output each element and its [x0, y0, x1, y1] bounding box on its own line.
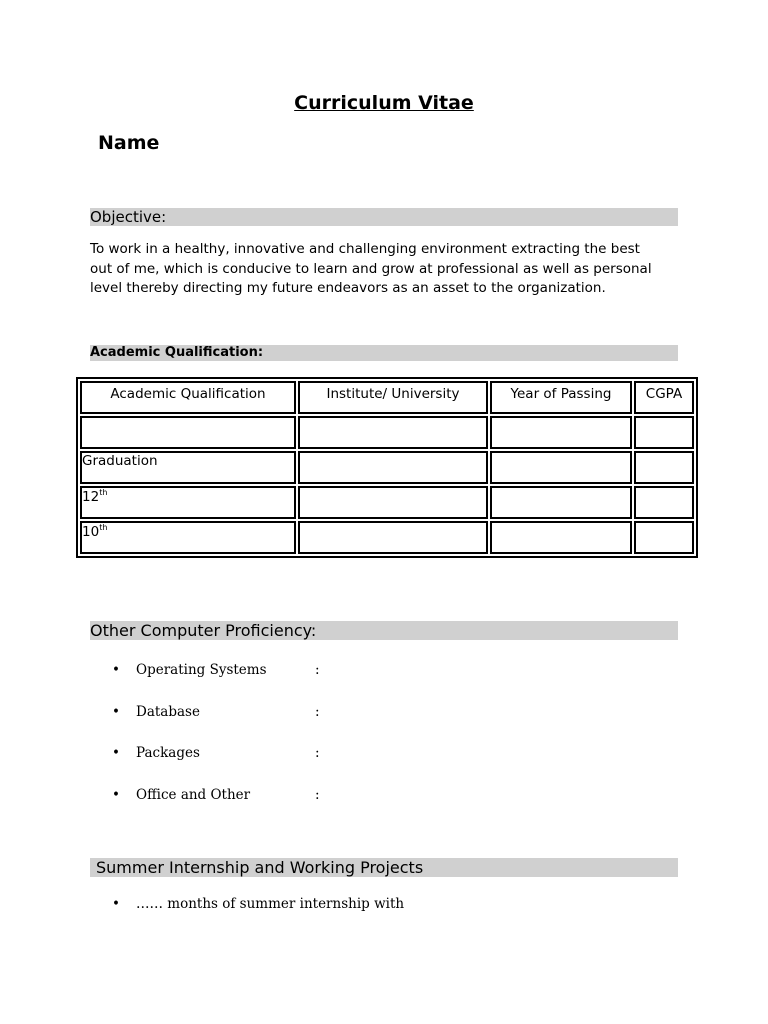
qualification-cell — [80, 451, 296, 484]
objective-line: out of me, which is conducive to learn and grow at professional as well as personal — [90, 260, 652, 277]
bullet-icon: • — [112, 896, 120, 912]
institute-cell — [298, 451, 488, 484]
skill-label: Office and Other — [136, 786, 251, 803]
skill-label: Packages — [136, 745, 200, 761]
institute-cell — [298, 416, 488, 449]
skill-label: Operating Systems — [136, 662, 267, 678]
institute-cell — [298, 521, 488, 554]
column-header-institute: Institute/ University — [298, 381, 488, 414]
candidate-name: Name — [98, 132, 160, 154]
skill-colon: : — [315, 786, 320, 803]
bullet-icon: • — [112, 703, 120, 720]
internship-item: …… months of summer internship with — [136, 896, 405, 912]
year-cell — [490, 486, 632, 519]
qualification-label: 10 — [82, 524, 100, 540]
cgpa-cell — [634, 486, 694, 519]
year-cell — [490, 521, 632, 554]
cgpa-cell — [634, 416, 694, 449]
objective-heading: Objective: — [90, 208, 678, 226]
internship-heading: Summer Internship and Working Projects — [90, 858, 678, 877]
year-cell — [490, 416, 632, 449]
objective-line: level thereby directing my future endeavors as an asset to the organization. — [90, 280, 606, 296]
objective-line: To work in a healthy, innovative and challenging environment extracting the best — [90, 241, 640, 257]
bullet-icon: • — [112, 786, 120, 803]
cgpa-cell — [634, 521, 694, 554]
table-row — [80, 451, 694, 484]
academic-heading: Academic Qualification: — [90, 345, 678, 361]
table-row — [80, 486, 694, 519]
institute-cell — [298, 486, 488, 519]
qualification-label: Graduation — [82, 453, 158, 469]
qualification-label: 12 — [82, 489, 100, 505]
bullet-icon: • — [112, 745, 120, 761]
objective-text — [90, 240, 680, 299]
qualification-cell — [80, 521, 296, 554]
qualification-cell — [80, 486, 296, 519]
column-header-qualification: Academic Qualification — [80, 381, 296, 414]
document-title: Curriculum Vitae — [294, 92, 474, 114]
bullet-icon: • — [112, 662, 120, 678]
academic-table — [76, 377, 698, 558]
skill-colon: : — [315, 662, 320, 678]
column-header-cgpa: CGPA — [634, 381, 694, 414]
ordinal-suffix: th — [99, 488, 108, 497]
qualification-cell — [80, 416, 296, 449]
skill-colon: : — [315, 745, 320, 761]
year-cell — [490, 451, 632, 484]
computer-heading: Other Computer Proficiency: — [90, 621, 678, 640]
cgpa-cell — [634, 451, 694, 484]
skill-colon: : — [315, 703, 320, 720]
skill-label: Database — [136, 703, 200, 720]
table-row — [80, 521, 694, 554]
table-row — [80, 416, 694, 449]
column-header-year: Year of Passing — [490, 381, 632, 414]
table-header-row — [80, 381, 694, 414]
ordinal-suffix: th — [99, 523, 108, 532]
